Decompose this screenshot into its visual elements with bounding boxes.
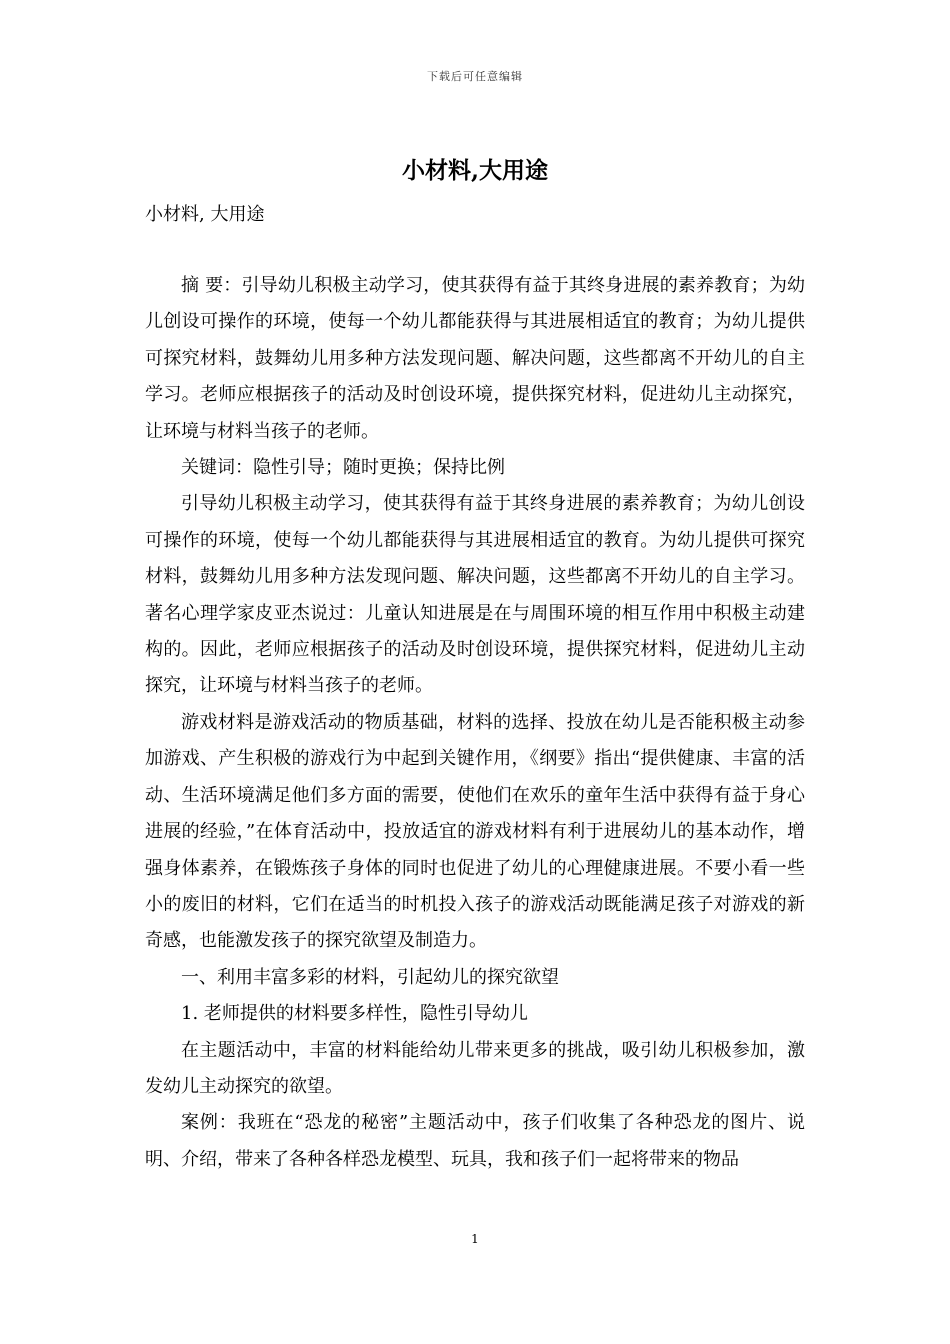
- case-paragraph: 案例：我班在“恐龙的秘密”主题活动中，孩子们收集了各种恐龙的图片、说明、介绍，带来了各种各样恐龙模型、玩具，我和孩子们一起将带来的物品: [145, 1112, 805, 1170]
- section-heading: 一、利用丰富多彩的材料，引起幼儿的探究欲望: [181, 966, 559, 988]
- body-paragraph: 游戏材料是游戏活动的物质基础，材料的选择、投放在幼儿是否能积极主动参加游戏、产生积极的游戏行为中起到关键作用，《纲要》指出“提供健康、丰富的活动、生活环境满足他们多方面的需要，使他们在欢乐的童年生活中获得有益于身心进展的经验，”在体育活动中，投放适宜的游戏材料有利于进展幼儿的基本动作，增强身体素养，在锻炼孩子身体的同时也促进了幼儿的心理健康进展。不要小看一些小的废旧的材料，它们在适当的时机投入孩子的游戏活动既能满足孩子对游戏的新奇感，也能激发孩子的探究欲望及制造力。: [145, 711, 805, 952]
- page-number: 1: [471, 1232, 479, 1246]
- body-paragraph: 引导幼儿积极主动学习，使其获得有益于其终身进展的素养教育；为幼儿创设可操作的环境，使每一个幼儿都能获得与其进展相适宜的教育。为幼儿提供可探究材料，鼓舞幼儿用多种方法发现问题、解决问题，这些都离不开幼儿的自主学习。著名心理学家皮亚杰说过：儿童认知进展是在与周围环境的相互作用中积极主动建构的。因此，老师应根据孩子的活动及时创设环境，提供探究材料，促进幼儿主动探究，让环境与材料当孩子的老师。: [145, 493, 805, 697]
- keywords-paragraph: 关键词：隐性引导；随时更换；保持比例: [181, 457, 505, 479]
- abstract-paragraph: 摘 要：引导幼儿积极主动学习，使其获得有益于其终身进展的素养教育；为幼儿创设可操作的环境，使每一个幼儿都能获得与其进展相适宜的教育；为幼儿提供可探究材料，鼓舞幼儿用多种方法发现问题、解决问题，这些都离不开幼儿的自主学习。老师应根据孩子的活动及时创设环境，提供探究材料，促进幼儿主动探究，让环境与材料当孩子的老师。: [145, 275, 805, 442]
- document-subtitle: 小材料, 大用途: [145, 204, 265, 225]
- document-body: [145, 268, 805, 1178]
- document-title: 小材料,大用途: [401, 157, 548, 184]
- header-note: 下载后可任意编辑: [427, 70, 523, 83]
- body-paragraph: 在主题活动中，丰富的材料能给幼儿带来更多的挑战，吸引幼儿积极参加，激发幼儿主动探究的欲望。: [145, 1039, 805, 1097]
- subsection-heading: 1. 老师提供的材料要多样性，隐性引导幼儿: [181, 1003, 528, 1025]
